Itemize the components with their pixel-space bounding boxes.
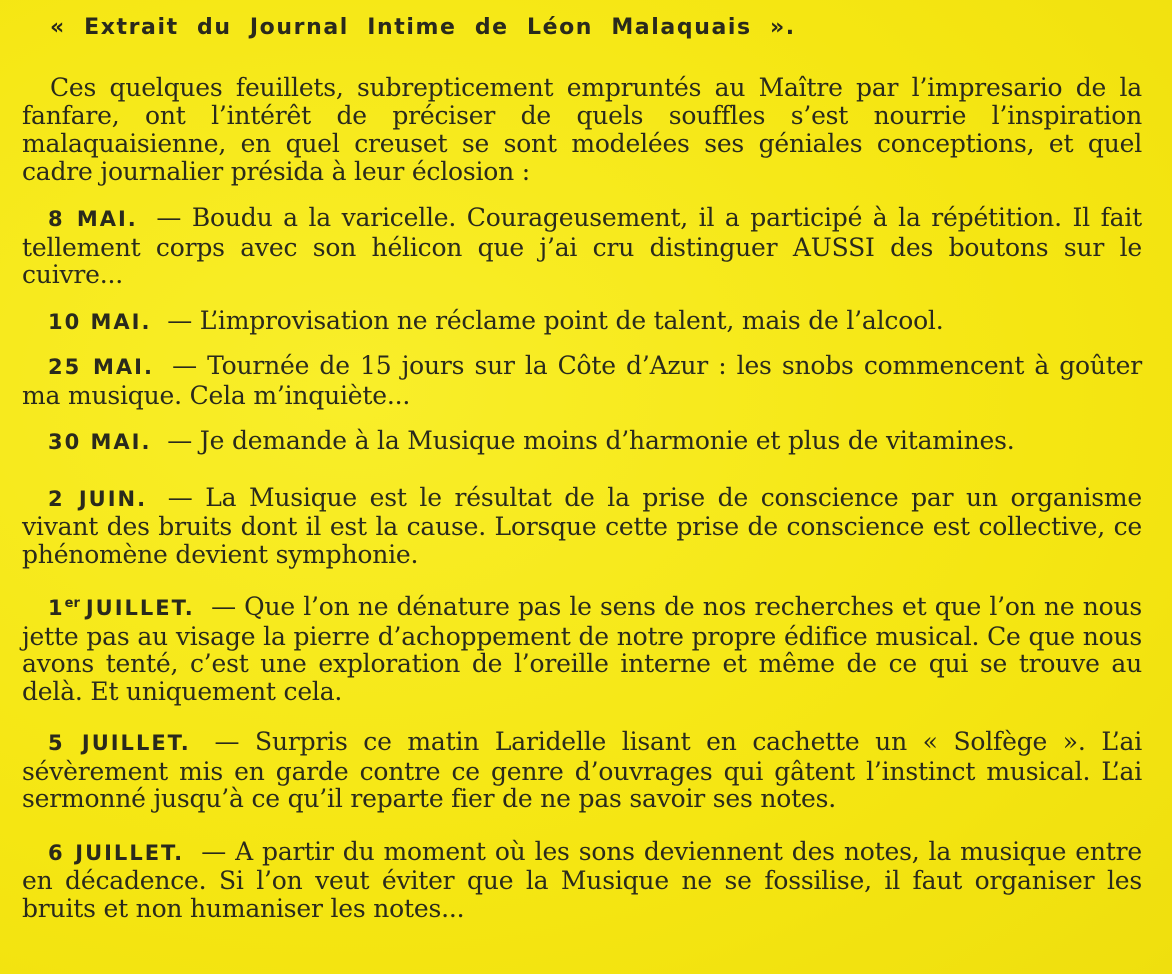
entry-date: 8 MAI. [48, 207, 138, 231]
page-title: « Extrait du Journal Intime de Léon Malaquais ». [50, 15, 796, 40]
entry-date: 6 JUILLET. [48, 840, 185, 865]
journal-entry-30-mai [22, 427, 1142, 457]
entry-text: — Boudu a la varicelle. Courageusement, il a participé à la répétition. Il fait tellement corps avec son hélicon que j’ai cru distinguer AUSSI des boutons sur le cuivre... [22, 203, 1142, 289]
entry-date: 25 MAI. [48, 355, 154, 379]
entry-text: — Que l’on ne dénature pas le sens de nos recherches et que l’on ne nous jette pas au visage la pierre d’achoppement de notre propre édifice musical. Ce que nous avons tenté, c’est une exploration de l’oreille interne et même de ce qui se trouve au delà. Et uniquement cela. [22, 592, 1142, 706]
journal-entry-2-juin [22, 484, 1142, 569]
entry-date: 10 MAI. [48, 309, 152, 334]
entry-text: — Je demande à la Musique moins d’harmonie et plus de vitamines. [167, 426, 1015, 455]
journal-entry-6-juillet [22, 838, 1142, 923]
entry-date-number: 1 [48, 596, 65, 620]
journal-entry-8-mai [22, 204, 1142, 289]
entry-text: — A partir du moment où les sons deviennent des notes, la musique entre en décadence. Si l’on veut éviter que la Musique ne se fossilise, il faut organiser les bruits et non humaniser les notes... [22, 836, 1142, 923]
journal-entry-25-mai [22, 352, 1142, 409]
journal-entry-1er-juillet [22, 590, 1142, 705]
entry-date [48, 596, 195, 620]
entry-date: 30 MAI. [48, 430, 152, 454]
entry-text: — Tournée de 15 jours sur la Côte d’Azur : les snobs commencent à goûter ma musique. Cela m’inquiète... [22, 351, 1142, 410]
entry-date: 5 JUILLET. [48, 731, 191, 755]
entry-date-month: JUILLET. [85, 596, 195, 620]
entry-text: — L’improvisation ne réclame point de talent, mais de l’alcool. [167, 305, 944, 335]
entry-text: — La Musique est le résultat de la prise de conscience par un organisme vivant des bruits dont il est la cause. Lorsque cette prise de conscience est collective, ce phénomène devient symphonie. [22, 482, 1143, 569]
intro-paragraph: Ces quelques feuillets, subrepticement empruntés au Maître par l’impresario de la fanfare, ont l’intérêt de préciser de quels souffles s’est nourrie l’inspiration malaquaisienne, en quel creuset se sont modelées ses géniales conceptions, et quel cadre journalier présida à leur éclosion : [22, 73, 1142, 186]
entry-text: — Surpris ce matin Laridelle lisant en cachette un « Solfège ». L’ai sévèrement mis en garde contre ce genre d’ouvrages qui gâtent l’instinct musical. L’ai sermonné jusqu’à ce qu’il reparte fier de ne pas savoir ses notes. [22, 727, 1143, 813]
entry-date: 2 JUIN. [48, 486, 148, 511]
journal-entry-10-mai [22, 307, 1142, 337]
journal-entry-5-juillet [22, 728, 1142, 813]
entry-date-ordinal: er [64, 596, 80, 611]
